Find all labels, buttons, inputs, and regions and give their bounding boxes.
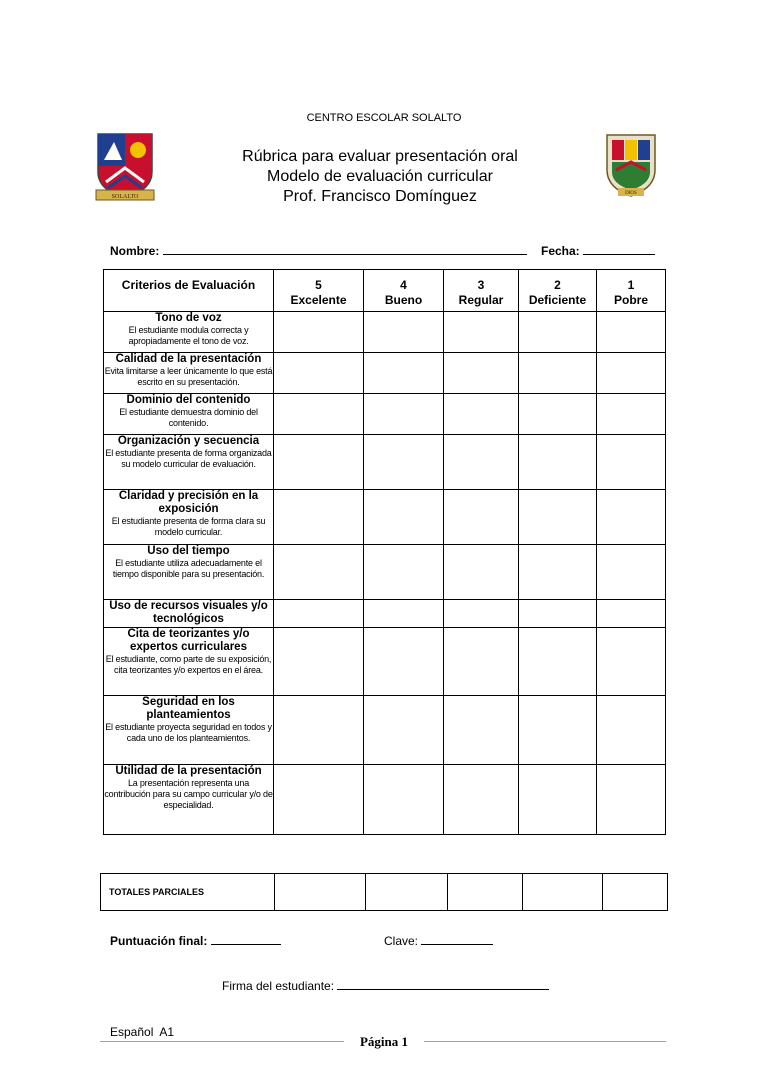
scale-score: 4 <box>400 278 407 292</box>
rubric-table <box>103 269 666 835</box>
score-cell[interactable] <box>519 696 597 765</box>
scale-header <box>519 270 597 312</box>
table-row <box>104 600 666 628</box>
score-cell[interactable] <box>364 628 444 696</box>
score-cell[interactable] <box>274 312 364 353</box>
scale-header <box>364 270 444 312</box>
scale-score: 5 <box>315 278 322 292</box>
criterion-description: Evita limitarse a leer únicamente lo que está escrito en su presentación. <box>104 366 273 387</box>
criteria-header: Criterios de Evaluación <box>104 270 274 312</box>
criterion-description: El estudiante proyecta seguridad en todos y cada uno de los planteamientos. <box>105 722 272 743</box>
scale-header <box>444 270 519 312</box>
table-row <box>104 490 666 545</box>
scale-label: Regular <box>458 293 504 307</box>
table-row <box>104 628 666 696</box>
subtitle-line: Modelo de evaluación curricular <box>267 168 493 185</box>
score-cell[interactable] <box>444 490 519 545</box>
name-blank[interactable] <box>163 244 527 255</box>
totals-label: TOTALES PARCIALES <box>101 874 275 911</box>
criterion-title: Organización y secuencia <box>117 435 260 447</box>
score-cell[interactable] <box>519 435 597 490</box>
score-cell[interactable] <box>444 545 519 600</box>
score-cell[interactable] <box>364 394 444 435</box>
score-cell[interactable] <box>597 545 666 600</box>
table-row <box>104 545 666 600</box>
footer-course: Español A1 <box>110 1025 175 1039</box>
score-cell[interactable] <box>597 765 666 835</box>
score-cell[interactable] <box>444 628 519 696</box>
criterion-title: Calidad de la presentación <box>115 353 262 365</box>
score-cell[interactable] <box>597 628 666 696</box>
criterion-title: Uso del tiempo <box>147 545 230 557</box>
date-label: Fecha: <box>541 244 580 258</box>
score-cell[interactable] <box>597 312 666 353</box>
criterion-description: El estudiante utiliza adecuadamente el tiempo disponible para su presentación. <box>112 558 265 579</box>
score-cell[interactable] <box>274 435 364 490</box>
score-cell[interactable] <box>274 490 364 545</box>
score-cell[interactable] <box>519 600 597 628</box>
scale-score: 1 <box>627 278 635 292</box>
total-cell[interactable] <box>523 874 603 911</box>
score-cell[interactable] <box>444 435 519 490</box>
criterion-cell <box>104 765 274 835</box>
table-row <box>104 435 666 490</box>
school-crest-left <box>94 132 156 204</box>
table-row <box>104 394 666 435</box>
score-cell[interactable] <box>519 312 597 353</box>
criterion-description: El estudiante, como parte de su exposición, cita teorizantes y/o expertos en el área. <box>105 654 272 675</box>
page-number: Página 1 <box>344 1034 424 1050</box>
score-cell[interactable] <box>519 490 597 545</box>
criterion-cell <box>104 394 274 435</box>
criterion-description: El estudiante presenta de forma clara su modelo curricular. <box>111 516 266 537</box>
clave-field <box>384 934 493 948</box>
score-cell[interactable] <box>519 628 597 696</box>
score-cell[interactable] <box>597 696 666 765</box>
score-cell[interactable] <box>444 696 519 765</box>
scale-header <box>274 270 364 312</box>
criterion-title: Dominio del contenido <box>126 394 251 406</box>
scale-label: Bueno <box>384 293 423 307</box>
name-field <box>110 244 527 258</box>
school-crest-right <box>604 132 658 200</box>
score-cell[interactable] <box>364 435 444 490</box>
name-label: Nombre: <box>110 244 160 258</box>
clave-label: Clave: <box>384 934 419 948</box>
header-row <box>104 270 666 312</box>
total-cell[interactable] <box>275 874 366 911</box>
criterion-title: Utilidad de la presentación <box>115 765 262 777</box>
score-cell[interactable] <box>519 765 597 835</box>
score-cell[interactable] <box>274 394 364 435</box>
totals-table <box>100 873 668 911</box>
date-field <box>541 244 655 258</box>
scale-score: 3 <box>477 278 485 292</box>
criterion-description: El estudiante presenta de forma organizada su modelo curricular de evaluación. <box>105 448 272 469</box>
score-cell[interactable] <box>444 312 519 353</box>
criterion-description: La presentación representa una contribución para su campo curricular y/o de especialidad. <box>104 778 273 810</box>
score-cell[interactable] <box>519 394 597 435</box>
clave-blank[interactable] <box>421 934 493 945</box>
score-cell[interactable] <box>274 353 364 394</box>
final-score-field <box>110 934 281 948</box>
score-cell[interactable] <box>364 696 444 765</box>
score-cell[interactable] <box>274 545 364 600</box>
total-cell[interactable] <box>366 874 448 911</box>
signature-blank[interactable] <box>337 979 549 990</box>
signature-field <box>222 979 549 993</box>
score-cell[interactable] <box>597 435 666 490</box>
table-row <box>104 765 666 835</box>
score-cell[interactable] <box>597 600 666 628</box>
scale-label: Pobre <box>613 293 648 307</box>
criterion-cell <box>104 545 274 600</box>
total-cell[interactable] <box>448 874 523 911</box>
score-cell[interactable] <box>519 353 597 394</box>
score-cell[interactable] <box>444 394 519 435</box>
table-row <box>104 696 666 765</box>
score-cell[interactable] <box>444 765 519 835</box>
scale-label: Deficiente <box>528 293 587 307</box>
score-cell[interactable] <box>444 600 519 628</box>
final-score-label: Puntuación final: <box>110 934 208 948</box>
score-cell[interactable] <box>597 394 666 435</box>
document-title <box>180 147 580 207</box>
score-cell[interactable] <box>274 696 364 765</box>
criterion-cell <box>104 696 274 765</box>
final-score-blank[interactable] <box>211 934 281 945</box>
criterion-title: Tono de voz <box>155 312 222 324</box>
scale-score: 2 <box>554 278 561 292</box>
totals-row <box>101 874 668 911</box>
score-cell[interactable] <box>364 490 444 545</box>
table-row <box>104 312 666 353</box>
criterion-title: Seguridad en los planteamientos <box>142 696 235 721</box>
score-cell[interactable] <box>364 312 444 353</box>
scale-header <box>597 270 666 312</box>
criterion-cell <box>104 353 274 394</box>
score-cell[interactable] <box>597 353 666 394</box>
criterion-title: Cita de teorizantes y/o expertos curriculares <box>127 628 250 653</box>
criterion-cell <box>104 312 274 353</box>
svg-text:DIOS: DIOS <box>625 191 637 196</box>
score-cell[interactable] <box>364 765 444 835</box>
score-cell[interactable] <box>364 600 444 628</box>
teacher-line: Prof. Francisco Domínguez <box>283 188 477 205</box>
score-cell[interactable] <box>274 765 364 835</box>
criterion-cell <box>104 600 274 628</box>
signature-label: Firma del estudiante: <box>222 979 335 993</box>
score-cell[interactable] <box>364 545 444 600</box>
school-name: CENTRO ESCOLAR SOLALTO <box>306 112 462 124</box>
date-blank[interactable] <box>583 244 655 255</box>
criterion-cell <box>104 628 274 696</box>
total-cell[interactable] <box>603 874 668 911</box>
score-cell[interactable] <box>364 353 444 394</box>
scale-label: Excelente <box>290 293 347 307</box>
criterion-description: El estudiante demuestra dominio del contenido. <box>119 407 258 428</box>
score-cell[interactable] <box>519 545 597 600</box>
criterion-cell <box>104 435 274 490</box>
title-line: Rúbrica para evaluar presentación oral <box>242 148 518 165</box>
table-row <box>104 353 666 394</box>
criterion-description: El estudiante modula correcta y apropiadamente el tono de voz. <box>128 325 249 346</box>
score-cell[interactable] <box>274 628 364 696</box>
score-cell[interactable] <box>597 490 666 545</box>
score-cell[interactable] <box>274 600 364 628</box>
score-cell[interactable] <box>444 353 519 394</box>
criterion-title: Claridad y precisión en la exposición <box>118 490 259 515</box>
criterion-cell <box>104 490 274 545</box>
svg-text:SOLALTO: SOLALTO <box>111 194 139 200</box>
criterion-title: Uso de recursos visuales y/o tecnológicos <box>109 600 268 625</box>
